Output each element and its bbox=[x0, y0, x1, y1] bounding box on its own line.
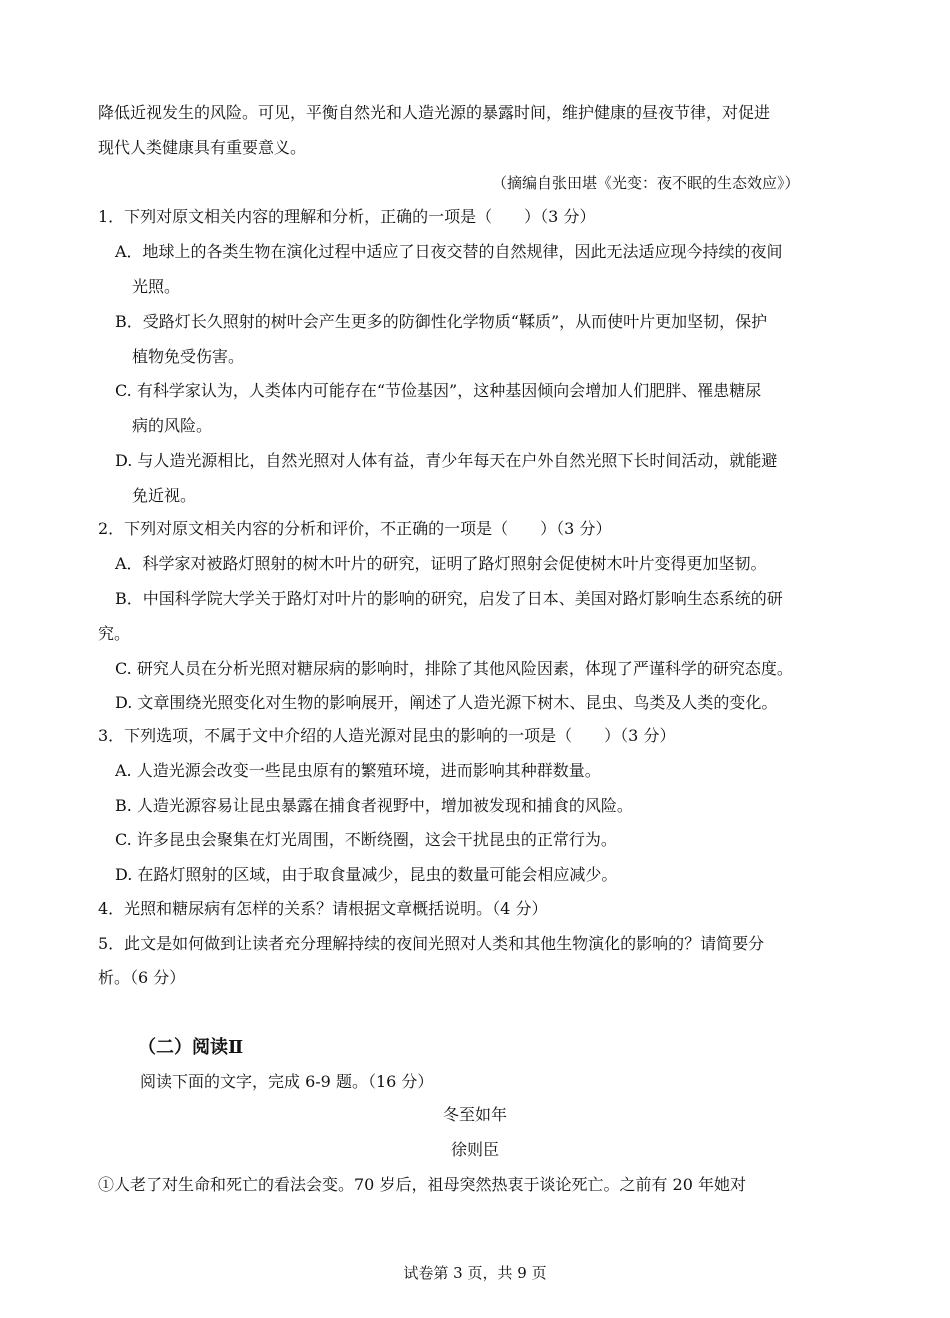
q1-option-a: A．地球上的各类生物在演化过程中适应了日夜交替的自然规律，因此无法适应现今持续的夜间 bbox=[115, 242, 783, 261]
q3-stem: 3．下列选项，不属于文中介绍的人造光源对昆虫的影响的一项是（ ）（3 分） bbox=[98, 726, 676, 745]
q2-option-b: B．中国科学院大学关于路灯对叶片的影响的研究，启发了日本、美国对路灯影响生态系统的研 bbox=[115, 589, 783, 608]
q2-option-d: D. 文章围绕光照变化对生物的影响展开，阐述了人造光源下树木、昆虫、鸟类及人类的变化。 bbox=[115, 693, 778, 712]
q1-stem: 1．下列对原文相关内容的理解和分析，正确的一项是（ ）（3 分） bbox=[98, 207, 596, 226]
q5-stem: 5．此文是如何做到让读者充分理解持续的夜间光照对人类和其他生物演化的影响的？请简要分 bbox=[98, 934, 765, 953]
q3-option-a: A. 人造光源会改变一些昆虫原有的繁殖环境，进而影响其种群数量。 bbox=[115, 761, 601, 780]
q4-stem: 4．光照和糖尿病有怎样的关系？请根据文章概括说明。（4 分） bbox=[98, 899, 548, 918]
q1-option-c-cont: 病的风险。 bbox=[132, 416, 213, 435]
q5-stem-cont: 析。（6 分） bbox=[98, 968, 186, 987]
page-footer: 试卷第 3 页，共 9 页 bbox=[403, 1264, 547, 1282]
q3-option-b: B. 人造光源容易让昆虫暴露在捕食者视野中，增加被发现和捕食的风险。 bbox=[115, 796, 633, 815]
q2-stem: 2．下列对原文相关内容的分析和评价，不正确的一项是（ ）（3 分） bbox=[98, 519, 612, 538]
article-paragraph-1: ①人老了对生命和死亡的看法会变。70 岁后，祖母突然热衷于谈论死亡。之前有 20 年她对 bbox=[98, 1175, 746, 1194]
q2-option-c: C. 研究人员在分析光照对糖尿病的影响时，排除了其他风险因素，体现了严谨科学的研究态度。 bbox=[115, 659, 793, 678]
q3-option-c: C. 许多昆虫会聚集在灯光周围，不断绕圈，这会干扰昆虫的正常行为。 bbox=[115, 830, 617, 849]
q2-option-b-cont: 究。 bbox=[98, 624, 131, 643]
article-author: 徐则臣 bbox=[450, 1140, 499, 1159]
passage-end-line-2: 现代人类健康具有重要意义。 bbox=[98, 138, 307, 157]
section-title: （二）阅读Ⅱ bbox=[138, 1037, 244, 1058]
q3-option-d: D. 在路灯照射的区域，由于取食量减少，昆虫的数量可能会相应减少。 bbox=[115, 865, 618, 884]
q1-option-b-cont: 植物免受伤害。 bbox=[132, 347, 245, 366]
q1-option-b: B．受路灯长久照射的树叶会产生更多的防御性化学物质“鞣质”，从而使叶片更加坚韧，保护 bbox=[115, 312, 768, 331]
q1-option-d: D. 与人造光源相比，自然光照对人体有益，青少年每天在户外自然光照下长时间活动，就能避 bbox=[115, 451, 778, 470]
section-instruction: 阅读下面的文字，完成 6-9 题。（16 分） bbox=[140, 1072, 434, 1091]
q1-option-c: C. 有科学家认为，人类体内可能存在“节俭基因”，这种基因倾向会增加人们肥胖、罹患糖尿 bbox=[115, 381, 762, 400]
q1-option-a-cont: 光照。 bbox=[132, 277, 181, 296]
passage-end-line-1: 降低近视发生的风险。可见，平衡自然光和人造光源的暴露时间，维护健康的昼夜节律，对促进 bbox=[98, 103, 771, 122]
article-title: 冬至如年 bbox=[442, 1105, 507, 1124]
passage-source: （摘编自张田堪《光变：夜不眠的生态效应》） bbox=[492, 174, 800, 192]
q2-option-a: A．科学家对被路灯照射的树木叶片的研究，证明了路灯照射会促使树木叶片变得更加坚韧。 bbox=[115, 554, 767, 573]
q1-option-d-cont: 免近视。 bbox=[132, 486, 197, 505]
